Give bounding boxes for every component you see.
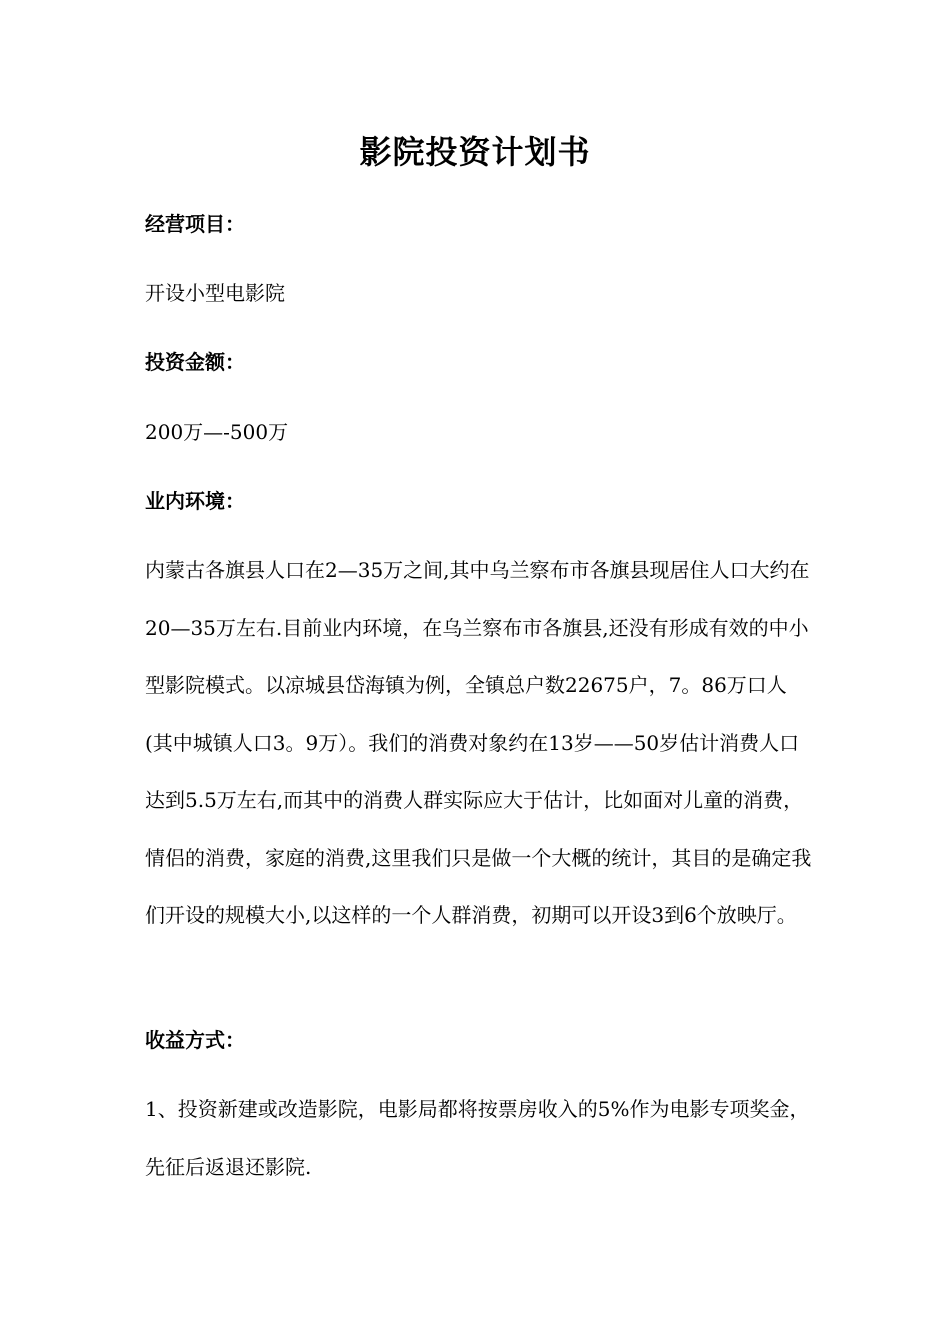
document-title: 影院投资计划书 <box>359 133 591 171</box>
section-heading-industry-environment: 业内环境： <box>145 489 245 513</box>
section-content-revenue-method: 1、投资新建或改造影院，电影局都将按票房收入的5%作为电影专项奖金，先征后返退还影院. <box>145 1097 810 1179</box>
section-heading-revenue-method: 收益方式： <box>145 1028 245 1052</box>
section-heading-investment-amount: 投资金额： <box>145 350 245 374</box>
section-content-investment-amount: 200万—-500万 <box>145 420 289 444</box>
section-content-industry-environment: 内蒙古各旗县人口在2—35万之间,其中乌兰察布市各旗县现居住人口大约在20—35万左右.目前业内环境，在乌兰察布市各旗县,还没有形成有效的中小型影院模式。以凉城县岱海镇为例，全镇总户数22675户，7。86万口人(其中城镇人口3。9万）。我们的消费对象约在13岁——50岁估计消费人口达到5.5万左右,而其中的消费人群实际应大于估计，比如面对儿童的消费，情侣的消费，家庭的消费,这里我们只是做一个大概的统计，其目的是确定我们开设的规模大小,以这样的一个人群消费，初期可以开设3到6个放映厅。 <box>145 558 812 927</box>
section-content-business-item: 开设小型电影院 <box>145 281 285 305</box>
section-heading-business-item: 经营项目： <box>145 212 245 236</box>
